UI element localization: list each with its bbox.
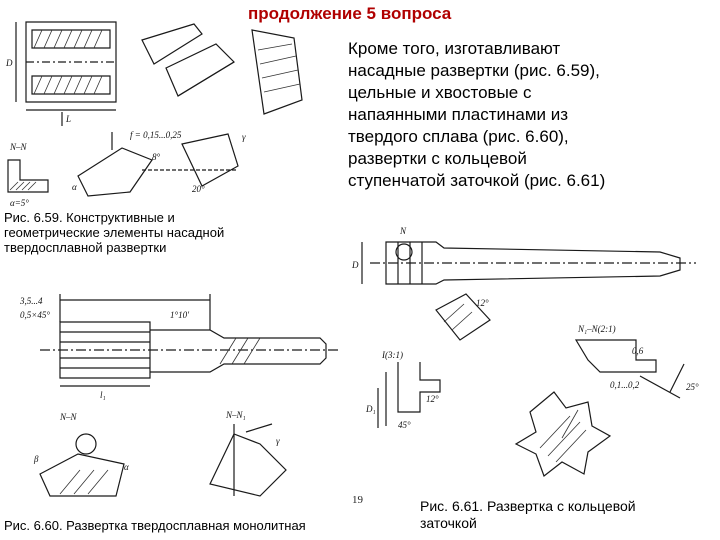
body-line: цельные и хвостовые с [348, 83, 532, 102]
body-line: напаянными пластинами из [348, 105, 569, 124]
fig-659-section-label: N–N [10, 142, 27, 152]
fig-659-angle-8-label: 8° [152, 152, 161, 162]
fig-661-view-n1-label: N₁–N(2:1) [578, 324, 616, 334]
fig-660-alpha-label: α [124, 462, 129, 472]
fig-661-angle-45-label: 45° [398, 420, 411, 430]
fig-659-angle-20-label: 20° [192, 184, 205, 194]
fig-660-beta-label: β [34, 454, 39, 464]
fig-661-angle-12b-label: 12° [426, 394, 439, 404]
fig-659-gamma-label: γ [242, 132, 246, 142]
body-line: насадные развертки (рис. 6.59), [348, 61, 600, 80]
fig-661-view-i-label: I(3:1) [382, 350, 403, 360]
fig-660-section-nn1-label: N–N₁ [226, 410, 246, 420]
fig-661-dim-d-label: D [352, 260, 359, 270]
body-line: Кроме того, изготавливают [348, 39, 561, 58]
fig-659-dim-d-label: D [6, 58, 13, 68]
fig-661-angle-25-label: 25° [686, 382, 699, 392]
fig-661-step2-label: 0,1...0,2 [610, 380, 640, 390]
fig-661-angle-12-label: 12° [476, 298, 489, 308]
fig-660-angle-label: 1°10' [170, 310, 190, 320]
fig-659-angle-5-label: α=5° [10, 198, 29, 208]
figure-6-59-caption [4, 210, 322, 272]
slide-title: продолжение 5 вопроса [248, 4, 452, 23]
body-line: ступенчатой заточкой (рис. 6.61) [348, 171, 606, 190]
fig-660-section-nn-label: N–N [60, 412, 77, 422]
body-line: развертки с кольцевой [348, 149, 527, 168]
caption-line: заточкой [420, 515, 477, 531]
fig-660-chamfer-top-label: 3,5...4 [20, 296, 43, 306]
caption-line: Рис. 6.61. Развертка с кольцевой [420, 498, 636, 514]
figure-6-61-caption [420, 498, 690, 536]
fig-661-step1-label: 0,6 [632, 346, 644, 356]
figure-6-59-drawing [2, 10, 328, 210]
fig-660-chamfer-bottom-label: 0,5×45° [20, 310, 50, 320]
caption-line: твердосплавной развертки [4, 240, 167, 255]
fig-661-dim-d1-label: D₁ [366, 404, 376, 414]
fig-659-dim-l-label: L [66, 114, 72, 124]
fig-659-alpha-label: α [72, 182, 77, 192]
page-number: 19 [352, 494, 363, 506]
caption-line: геометрические элементы насадной [4, 225, 225, 240]
fig-661-view-n-label: N [400, 226, 407, 236]
body-text [348, 38, 693, 192]
fig-660-gamma-label: γ [276, 436, 280, 446]
figure-6-61-drawing [340, 212, 716, 494]
fig-659-feed-label: f = 0,15...0,25 [130, 130, 182, 140]
figure-6-60-caption: Рис. 6.60. Развертка твердосплавная монолитная [4, 518, 388, 536]
caption-line: Рис. 6.59. Конструктивные и [4, 210, 175, 225]
fig-660-length-label: l₁ [100, 390, 106, 400]
figure-6-60-drawing [20, 274, 350, 508]
body-line: твердого сплава (рис. 6.60), [348, 127, 569, 146]
